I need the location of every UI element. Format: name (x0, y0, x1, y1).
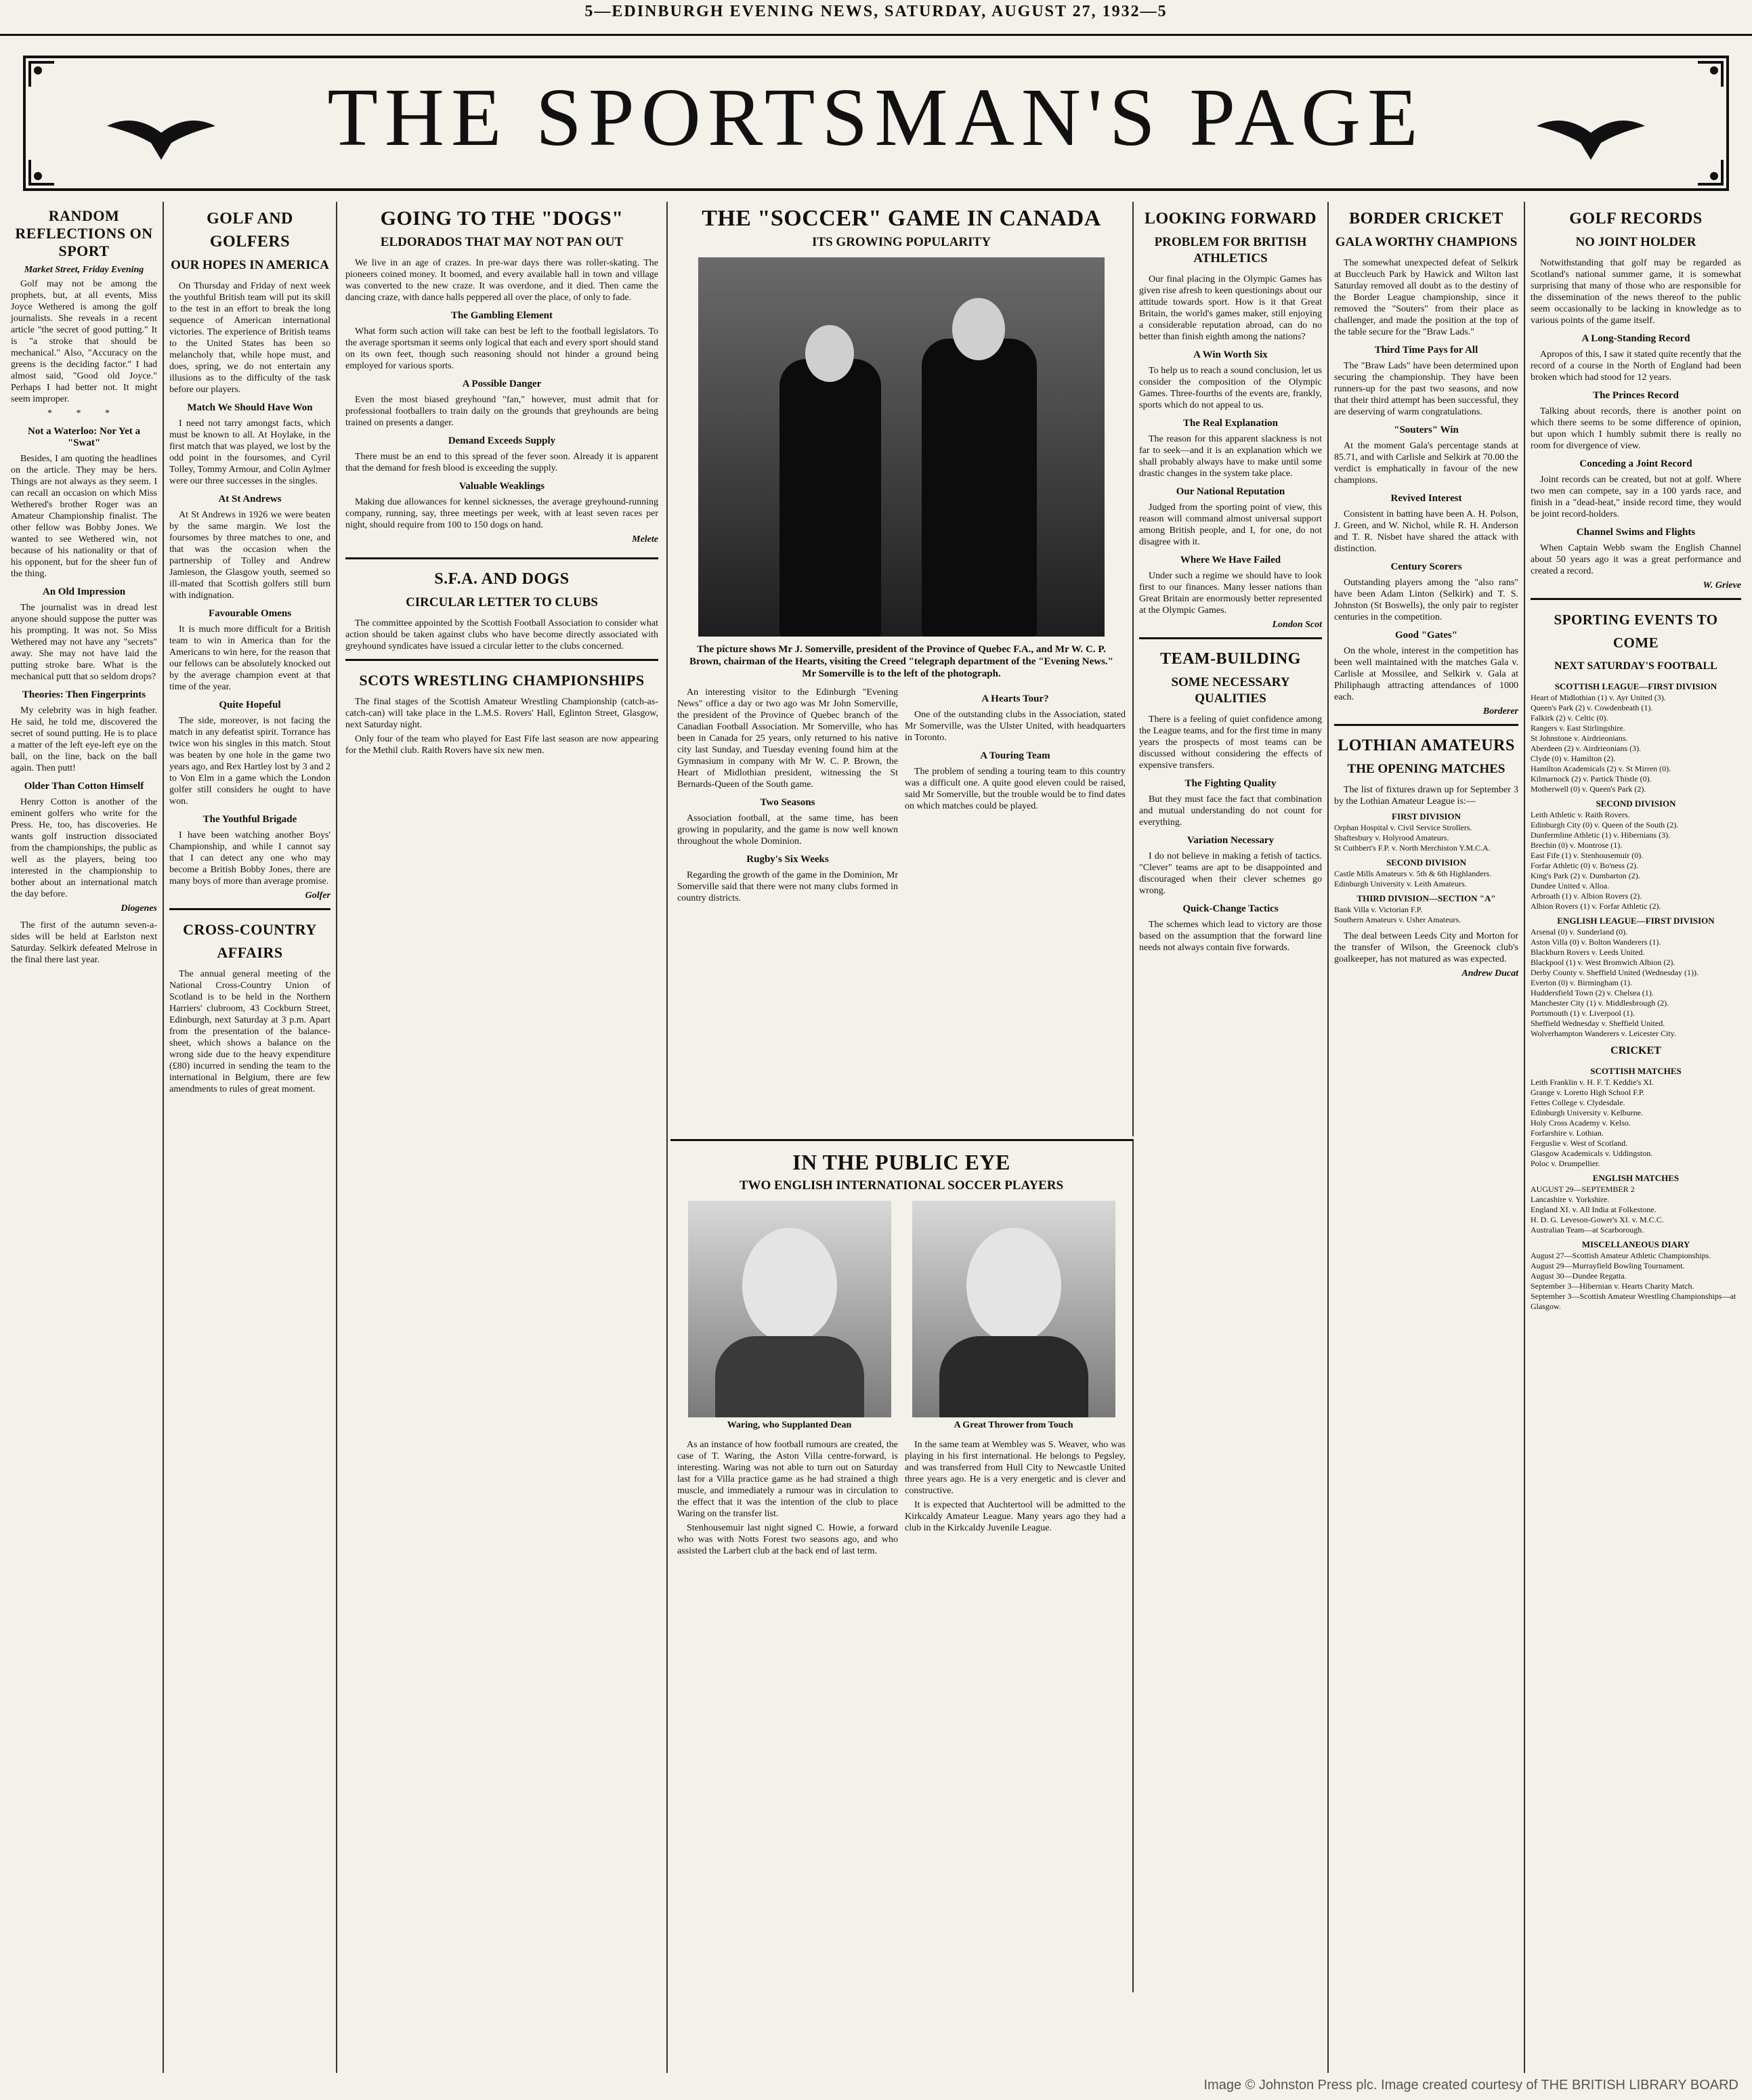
subheading: An Old Impression (42, 586, 126, 597)
subheading: The Gambling Element (450, 310, 553, 321)
league-heading: SECOND DIVISION (1596, 798, 1676, 809)
headline-looking-forward: LOOKING FORWARD (1144, 210, 1317, 228)
article-paragraph: Talking about records, there is another point on which there seems to be some difference of opinion, but upon which I humbly submit there is really no room for divergence of view. (1531, 406, 1741, 451)
fixture-row: East Fife (1) v. Stenhousemuir (0). (1531, 851, 1644, 860)
fixture-row: Orphan Hospital v. Civil Service Strollers. (1334, 823, 1472, 832)
article-paragraph: Only four of the team who played for East Fife last season are now appearing for the Methil club. Raith Rovers have six new men. (345, 734, 658, 756)
subheading: Not a Waterloo: Nor Yet a "Swat" (28, 426, 140, 448)
column-random-reflections (5, 202, 164, 2073)
article-paragraph: Outstanding players among the "also rans" have been Adam Linton (Selkirk) and T. S. Johnston (St Boswells), the only pair to register centuries in the competition. (1334, 578, 1518, 622)
subheading: Conceding a Joint Record (1579, 458, 1692, 469)
article-paragraph: Apropos of this, I saw it stated quite recently that the record of a course in the North of England had been broken which had stood for 12 years. (1531, 349, 1741, 383)
fixture-row: AUGUST 29—SEPTEMBER 2 (1531, 1184, 1635, 1194)
subheadline: PROBLEM FOR BRITISH ATHLETICS (1154, 235, 1307, 265)
headline-sfa-and-dogs: S.F.A. AND DOGS (434, 570, 570, 588)
fixture-row: Holy Cross Academy v. Kelso. (1531, 1118, 1631, 1128)
article-paragraph: There is a feeling of quiet confidence among the League teams, and for the first time in many years the prospects of most teams can be discussed without considering the effects of expensive transfers. (1139, 714, 1322, 771)
article-paragraph: Even the most biased greyhound "fan," however, must admit that for professional footballers to train daily on the grounds that greyhounds are being trained on presents a danger. (345, 395, 658, 428)
article-paragraph: An interesting visitor to the Edinburgh "Evening News" office a day or two ago was Mr John Somerville, the president of the Province of Quebec branch of the Canadian Football Association. Mr Somerville, who has been in Canada for 25 years, only returned to his native city last Sunday, and Tuesday evening found him at the Gymnasium in company with Mr W. C. P. Brown, the Heart of Midlothian president, witnessing the St Bernards-Queen of the South game. (677, 687, 898, 790)
fixture-row: Brechin (0) v. Montrose (1). (1531, 840, 1623, 850)
fixture-row: Ferguslie v. West of Scotland. (1531, 1138, 1628, 1148)
article-paragraph: The deal between Leeds City and Morton for the transfer of Wilson, the Greenock club's goalkeeper, has not matured as was expected. (1334, 931, 1518, 964)
fixture-row: England XI. v. All India at Folkestone. (1531, 1205, 1657, 1214)
headline-golf-records: GOLF RECORDS (1569, 210, 1703, 228)
article-paragraph: Stenhousemuir last night signed C. Howie, a forward who was with Notts Forest two seasons ago, and who assisted the Larbert club at the back end of last term. (677, 1523, 898, 1556)
subheading: The Youthful Brigade (202, 814, 297, 825)
subheading: Where We Have Failed (1180, 555, 1281, 565)
byline: Golfer (305, 891, 330, 901)
article-paragraph: To help us to reach a sound conclusion, let us consider the composition of the Olympic Games. Three-fourths of the events are, frankly, sports which do not appeal to us. (1139, 366, 1322, 410)
article-paragraph: On the whole, interest in the competition has been well maintained with the matches Gala v. Carlisle at Mossilee, and Selkirk v. Gala at Philiphaugh attracting attendances of 1000 each. (1334, 646, 1518, 702)
headline-public-eye: IN THE PUBLIC EYE (792, 1150, 1010, 1174)
article-paragraph: The somewhat unexpected defeat of Selkirk at Buccleuch Park by Hawick and Wilton last Saturday removed all doubt as to the destiny of the Border League championship, since it removed the "Souters" from their place as challenger, and made the position at the top of the table secure for the "Braw Lads." (1334, 258, 1518, 337)
fixture-row: Australian Team—at Scarborough. (1531, 1225, 1644, 1235)
subheading: "Souters" Win (1394, 425, 1459, 435)
subheadline: GALA WORTHY CHAMPIONS (1335, 235, 1518, 249)
article-paragraph: We live in an age of crazes. In pre-war days there was roller-skating. The pioneers coined money. It boomed, and every available hall in town and village was converted to the new craze. It was overdone, and it died. Then came the dancing craze, with dance halls peppered all over the place, of only to fade. (345, 258, 658, 303)
subheading: The Fighting Quality (1184, 778, 1277, 789)
fixture-row: Heart of Midlothian (1) v. Ayr United (3). (1531, 693, 1666, 702)
subheading: Match We Should Have Won (187, 402, 313, 413)
headline-team-building: TEAM-BUILDING (1160, 650, 1301, 668)
column-golf-records (1525, 202, 1747, 2073)
subheading: Two Seasons (760, 797, 815, 808)
headline-golf-and-golfers: GOLF AND GOLFERS (207, 210, 293, 251)
fixture-row: Wolverhampton Wanderers v. Leicester City. (1531, 1029, 1676, 1038)
subheading: Quick-Change Tactics (1182, 903, 1279, 914)
fixture-row: Castle Mills Amateurs v. 5th & 6th Highlanders. (1334, 869, 1492, 878)
subheading: Our National Reputation (1176, 486, 1285, 497)
league-fixtures (1531, 681, 1741, 1039)
subheadline: TWO ENGLISH INTERNATIONAL SOCCER PLAYERS (739, 1178, 1064, 1193)
article-paragraph: One of the outstanding clubs in the Association, stated Mr Somerville, was the Ulster United, with headquarters in Toronto. (905, 710, 1126, 743)
fixture-row: Blackburn Rovers v. Leeds United. (1531, 947, 1645, 957)
fixture-row: Clyde (0) v. Hamilton (2). (1531, 754, 1616, 763)
subheading: Variation Necessary (1187, 835, 1275, 846)
fixture-row: Arsenal (0) v. Sunderland (0). (1531, 927, 1628, 937)
subheading: A Hearts Tour? (981, 693, 1049, 704)
subheadline: CIRCULAR LETTER TO CLUBS (406, 595, 598, 609)
subheading: Rugby's Six Weeks (746, 854, 829, 865)
byline: W. Grieve (1703, 580, 1741, 591)
fixture-row: Bank Villa v. Victorian F.P. (1334, 905, 1423, 914)
image-credit: Image © Johnston Press plc. Image created courtesy of THE BRITISH LIBRARY BOARD (1203, 2078, 1738, 2093)
article-paragraph: I have been watching another Boys' Championship, and while I cannot say that I can detect any one who may become a British Bobby Jones, there are many boys of more than average promise. (169, 830, 330, 886)
article-paragraph: The annual general meeting of the National Cross-Country Union of Scotland is to be held in the Northern Harriers' clubroom, 43 Cockburn Street, Edinburgh, next Saturday at 3 p.m. Apart from the presentation of the balance-sheet, which shows a balance on the wrong side due to the heavy expenditure (£80) incurred in sending the team to the international in Belgium, there are few amendments to rules of great moment. (169, 969, 330, 1094)
fixture-row: Blackpool (1) v. West Bromwich Albion (2). (1531, 958, 1675, 967)
article-paragraph: Joint records can be created, but not at golf. Where two men can compete, say in a 100 yards race, and finish in a "dead-heat," inside record time, they would be joint record-holders. (1531, 475, 1741, 519)
fixture-row: St Johnstone v. Airdrieonians. (1531, 733, 1628, 743)
article-paragraph: As an instance of how football rumours are created, the case of T. Waring, the Aston Villa centre-forward, is interesting. Waring was not able to turn out on Saturday last for a Villa practice game as he had strained a thigh muscle, and immediately a rumour was in circulation to the effect that it was the intention of the club to place Waring on the transfer list. (677, 1440, 898, 1519)
article-paragraph: The reason for this apparent slackness is not far to seek—and it is an explanation which we shall probably always have to make until some drastic changes in the system take place. (1139, 434, 1322, 479)
byline: Borderer (1482, 706, 1518, 716)
subheading: A Long-Standing Record (1581, 333, 1690, 344)
fixture-row: Fettes College v. Clydesdale. (1531, 1098, 1625, 1107)
article-paragraph: Golf may not be among the prophets, but, at all events, Miss Joyce Wethered is among the golf journalists. She reveals in a recent article "the secret of good putting." It is "a stroke that should be mechanical." Also, "Accuracy on the greens is the deciding factor." I had almost said, "Good old Joyce." Perhaps I had better not. It might seem improper. (11, 279, 157, 404)
headline-lothian-amateurs: LOTHIAN AMATEURS (1338, 737, 1515, 754)
article-paragraph: Consistent in batting have been A. H. Polson, J. Green, and W. Nichol, while R. H. Anderson and T. R. Nisbet have shared the attack with distinction. (1334, 509, 1518, 554)
subheading: Century Scorers (1390, 561, 1462, 572)
divider: * * * (47, 408, 121, 419)
fixture-row: Albion Rovers (1) v. Forfar Athletic (2). (1531, 901, 1661, 911)
fixture-row: Forfar Athletic (0) v. Bo'ness (2). (1531, 861, 1639, 870)
article-paragraph: At St Andrews in 1926 we were beaten by the same margin. We lost the foursomes by three matches to one, and that was the occasion when the partnership of Tolley and Andrew Jamieson, the Glasgow youth, seemed so ill-mated that Scottish golfers still burn with indignation. (169, 510, 330, 601)
fixture-row: Queen's Park (2) v. Cowdenbeath (1). (1531, 703, 1653, 712)
article-paragraph: The problem of sending a touring team to this country was a difficult one. A quite good eleven could be raised, said Mr Somerville, but the trouble would be to find dates on which matches could be played. (905, 767, 1126, 811)
subheadline: NEXT SATURDAY'S FOOTBALL (1554, 660, 1717, 672)
fixture-row: Huddersfield Town (2) v. Chelsea (1). (1531, 988, 1654, 998)
column-looking-forward (1134, 202, 1329, 2073)
article-paragraph: I need not tarry amongst facts, which must be known to all. At Hoylake, in the first match that was played, we lost by the odd point in the foursomes, and Cyril Tolley, Tommy Armour, and Colin Aylmer were our three successes in the singles. (169, 419, 330, 486)
fixture-row: Dunfermline Athletic (1) v. Hibernians (3). (1531, 830, 1671, 840)
fixture-row: Hamilton Academicals (2) v. St Mirren (0). (1531, 764, 1671, 773)
fixture-row: Edinburgh University v. Kelburne. (1531, 1108, 1643, 1117)
article-paragraph: I do not believe in making a fetish of tactics. "Clever" teams are apt to be disappointed and discouraged when their clever schemes go wrong. (1139, 851, 1322, 896)
headline-cricket: CRICKET (1610, 1045, 1661, 1056)
masthead: 5—EDINBURGH EVENING NEWS, SATURDAY, AUGUST 27, 1932—5 (584, 3, 1168, 20)
article-paragraph: Regarding the growth of the game in the Dominion, Mr Somerville said that there were not many clubs formed in country districts. (677, 870, 898, 903)
fixture-heading: SECOND DIVISION (1386, 857, 1467, 867)
fixture-row: Glasgow Academicals v. Uddingston. (1531, 1149, 1653, 1158)
headline-border-cricket: BORDER CRICKET (1349, 210, 1503, 228)
headline-scots-wrestling: SCOTS WRESTLING CHAMPIONSHIPS (359, 672, 645, 689)
article-paragraph: But they must face the fact that combination and mutual understanding do not count for everything. (1139, 794, 1322, 828)
subheading: A Possible Danger (462, 379, 542, 389)
article-paragraph: Besides, I am quoting the headlines on the article. They may be hers. Things are not always as they seem. I can recall an occasion on which Miss Wethered's brother Roger was an Amateur Championship finalist. The other fellow was Bobby Jones. We wanted to see Wethered win, not because of his nationality or that of his opponent, but for the sheer fun of the thing. (11, 454, 157, 579)
portrait-right (912, 1201, 1115, 1431)
headline-cross-country: CROSS-COUNTRY AFFAIRS (183, 921, 317, 961)
fixture-row: Arbroath (1) v. Albion Rovers (2). (1531, 891, 1642, 901)
article-paragraph: The journalist was in dread lest anyone should suppose the putter was his prompting. It was not. So Miss Wethered may not have any "secrets" away. She may not have laid the putting stroke bare. What is the mechanical putt that so seldom drops? (11, 603, 157, 682)
subheading: Older Than Cotton Himself (24, 781, 144, 792)
byline: London Scot (1272, 620, 1322, 630)
page-columns (5, 202, 1747, 2073)
fixture-row: Aberdeen (2) v. Airdrieonians (3). (1531, 744, 1642, 753)
fixture-row: Motherwell (0) v. Queen's Park (2). (1531, 784, 1646, 794)
fixture-row: Edinburgh City (0) v. Queen of the South (2). (1531, 820, 1679, 830)
subheadline: THE OPENING MATCHES (1347, 762, 1505, 776)
article-paragraph: There must be an end to this spread of the fever soon. Already it is apparent that the demand for fresh blood is exceeding the supply. (345, 452, 658, 473)
article-paragraph: Our final placing in the Olympic Games has given rise afresh to keen questionings about our attitude towards sport. How is it that Great Britain, the world's games maker, still enjoying a considerable reputation abroad, can do no better than finish eighth among the nations? (1139, 274, 1322, 342)
subheading: Channel Swims and Flights (1576, 527, 1696, 538)
fixture-row: Lancashire v. Yorkshire. (1531, 1195, 1610, 1204)
subheadline: ELDORADOS THAT MAY NOT PAN OUT (380, 235, 624, 249)
fixture-row: Derby County v. Sheffield United (Wednesday (1)). (1531, 968, 1698, 977)
article-paragraph: The list of fixtures drawn up for September 3 by the Lothian Amateur League is:— (1334, 785, 1518, 807)
subheading: A Win Worth Six (1193, 349, 1268, 360)
fixture-heading: FIRST DIVISION (1392, 811, 1461, 821)
fixture-row: H. D. G. Leveson-Gower's XI. v. M.C.C. (1531, 1215, 1664, 1224)
banner (23, 56, 1729, 191)
photo-caption: The picture shows Mr J. Somerville, president of the Province of Quebec F.A., and Mr W. C. P. Brown, chairman of the Hearts, visiting the Creed "telegraph department of the "Evening News." Mr Somerville is to the left of the photograph. (689, 644, 1114, 679)
fixture-row: Leith Franklin v. H. F. T. Keddie's XI. (1531, 1077, 1654, 1087)
fixture-row: Edinburgh University v. Leith Amateurs. (1334, 879, 1467, 888)
fixture-row: King's Park (2) v. Dumbarton (2). (1531, 871, 1640, 880)
fixture-row: Shaftesbury v. Holyrood Amateurs. (1334, 833, 1449, 842)
headline-soccer-canada: THE "SOCCER" GAME IN CANADA (702, 206, 1101, 231)
article-paragraph: Judged from the sporting point of view, this reason will command almost universal support among British people, and I, for one, do not disagree with it. (1139, 502, 1322, 547)
byline: Diogenes (121, 903, 157, 914)
portrait-caption: A Great Thrower from Touch (954, 1420, 1073, 1430)
fixture-row: Leith Athletic v. Raith Rovers. (1531, 810, 1630, 819)
fixture-heading: MISCELLANEOUS DIARY (1581, 1239, 1690, 1249)
fixture-row: Sheffield Wednesday v. Sheffield United. (1531, 1019, 1665, 1028)
article-paragraph: Association football, at the same time, has been growing in popularity, and the game is now well known throughout the whole Dominion. (677, 813, 898, 847)
article-paragraph: At the moment Gala's percentage stands at 85.71, and with Carlisle and Selkirk at 70.00 the verdict is emphatically in favour of the new champions. (1334, 441, 1518, 486)
fixture-row: September 3—Hibernian v. Hearts Charity Match. (1531, 1281, 1694, 1291)
subheading: Revived Interest (1390, 493, 1462, 504)
fixture-row: Rangers v. East Stirlingshire. (1531, 723, 1625, 733)
fixture-row: Manchester City (1) v. Middlesbrough (2). (1531, 998, 1669, 1008)
feature-soccer-in-canada (670, 202, 1134, 1136)
subheadline: NO JOINT HOLDER (1575, 235, 1696, 249)
subheading: Favourable Omens (208, 608, 292, 619)
feature-public-eye (670, 1139, 1134, 1992)
article-paragraph: It is expected that Auchtertool will be admitted to the Kirkcaldy Amateur League. Many years ago they had a club in the Kirkcaldy Juvenile League. (905, 1500, 1126, 1533)
masthead-rule (0, 34, 1752, 36)
subheading: The Princes Record (1593, 390, 1679, 401)
subheading: Good "Gates" (1394, 630, 1458, 641)
subheading: Quite Hopeful (219, 700, 281, 710)
subheading: Valuable Weaklings (458, 481, 545, 492)
fixture-heading: SCOTTISH MATCHES (1590, 1066, 1682, 1076)
fixture-row: Falkirk (2) v. Celtic (0). (1531, 713, 1608, 723)
headline-random-reflections: RANDOM REFLECTIONS ON SPORT (15, 207, 153, 259)
article-paragraph: It is much more difficult for a British team to win in America than for the Americans to win here, for the reason that our fellows can be absolutely knocked out by the average champion event at that time of the year. (169, 624, 330, 692)
article-paragraph: What form such action will take can best be left to the football legislators. To the average sportsman it seems only logical that each and every sport should stand on its own feet, though such reasoning should not hinder a ground being employed for various sports. (345, 326, 658, 371)
article-paragraph: The side, moreover, is not facing the match in any defeatist spirit. Torrance has twice won his singles in this match. Stout was beaten by one hole in the game two years ago, and Rex Hartley lost by 3 and 2 to Von Elm in a game which the London golfer still considers he ought to have won. (169, 716, 330, 807)
subheading: A Touring Team (980, 750, 1050, 761)
article-paragraph: The first of the autumn seven-a-sides will be held at Earlston next Saturday. Selkirk defeated Melrose in the final there last year. (11, 920, 157, 965)
photograph-visitors (698, 257, 1105, 637)
article-paragraph: When Captain Webb swam the English Channel about 50 years ago it was a great performance and created a record. (1531, 543, 1741, 576)
subheading: The Real Explanation (1182, 418, 1279, 429)
portrait-caption: Waring, who Supplanted Dean (727, 1420, 852, 1430)
fixture-row: September 3—Scottish Amateur Wrestling Championships—at Glasgow. (1531, 1291, 1736, 1311)
fixture-row: St Cuthbert's F.P. v. North Merchiston Y.M.C.A. (1334, 843, 1491, 853)
subheadline: SOME NECESSARY QUALITIES (1171, 675, 1290, 706)
article-paragraph: In the same team at Wembley was S. Weaver, who was playing in his first international. He belongs to Pegsley, and was transferred from Hull City to Newcastle United three years ago. He is a very energetic and is clever and constructive. (905, 1440, 1126, 1496)
fixture-row: Everton (0) v. Birmingham (1). (1531, 978, 1632, 987)
dateline: Market Street, Friday Evening (24, 265, 144, 275)
article-paragraph: The schemes which lead to victory are those based on the assumption that the forward line needs not always contain five forwards. (1139, 920, 1322, 953)
article-paragraph: The "Braw Lads" have been determined upon securing the championship. They have been runners-up for the past two seasons, and now that their third attempt has been successful, they are deserving of warm congratulations. (1334, 361, 1518, 417)
subheadline: ITS GROWING POPULARITY (812, 235, 991, 249)
subheading: Third Time Pays for All (1374, 345, 1478, 356)
league-heading: ENGLISH LEAGUE—FIRST DIVISION (1557, 916, 1715, 926)
eagle-icon (1537, 112, 1645, 160)
article-paragraph: The final stages of the Scottish Amateur Wrestling Championship (catch-as-catch-can) will take place in the L.M.S. Rovers' Hall, Eglinton Street, Glasgow, next Saturday night. (345, 697, 658, 730)
byline: Melete (632, 534, 658, 544)
article-paragraph: Henry Cotton is another of the eminent golfers who write for the Press. He, too, has discoveries. He wants golf instruction dissociated from the championships, the public as well as the players, being too interested in the championship to bother about an international match the day before. (11, 797, 157, 899)
article-paragraph: Notwithstanding that golf may be regarded as Scotland's national summer game, it is somewhat surprising that many of those who are responsible for the dissemination of the news thereof to the public seem occasionally to be lacking in knowledge as to various points of the game itself. (1531, 258, 1741, 326)
subheading: Theories: Then Fingerprints (22, 689, 146, 700)
fixture-heading: ENGLISH MATCHES (1592, 1173, 1680, 1183)
fixture-row: Portsmouth (1) v. Liverpool (1). (1531, 1008, 1635, 1018)
fixture-row: August 27—Scottish Amateur Athletic Championships. (1531, 1251, 1711, 1260)
fixture-row: Dundee United v. Alloa. (1531, 881, 1610, 891)
fixture-row: Aston Villa (0) v. Bolton Wanderers (1). (1531, 937, 1661, 947)
column-going-to-the-dogs (337, 202, 668, 2073)
column-border-cricket (1329, 202, 1525, 2073)
column-golf-and-golfers (164, 202, 337, 2073)
article-paragraph: Making due allowances for kennel sicknesses, the average greyhound-running company, running, say, three meetings per week, with at least seven races per night, should require from 100 to 150 dogs on hand. (345, 497, 658, 530)
subheadline: OUR HOPES IN AMERICA (171, 258, 329, 272)
fixture-row: Grange v. Loretto High School F.P. (1531, 1088, 1645, 1097)
fixture-row: Kilmarnock (2) v. Partick Thistle (0). (1531, 774, 1652, 784)
subheading: Demand Exceeds Supply (448, 435, 556, 446)
subheading: At St Andrews (218, 494, 282, 505)
headline-sporting-events: SPORTING EVENTS TO COME (1554, 612, 1718, 651)
portrait-left (688, 1201, 891, 1431)
league-heading: SCOTTISH LEAGUE—FIRST DIVISION (1554, 681, 1717, 691)
page-title: THE SPORTSMAN'S PAGE (327, 72, 1425, 163)
fixture-row: Southern Amateurs v. Usher Amateurs. (1334, 915, 1461, 924)
fixture-heading: THIRD DIVISION—SECTION "A" (1356, 893, 1496, 903)
headline-going-to-the-dogs: GOING TO THE "DOGS" (380, 207, 624, 230)
fixture-row: August 30—Dundee Regatta. (1531, 1271, 1627, 1281)
fixture-row: Forfarshire v. Lothian. (1531, 1128, 1604, 1138)
fixture-row: August 29—Murrayfield Bowling Tournament. (1531, 1261, 1685, 1270)
article-paragraph: My celebrity was in high feather. He said, he told me, discovered the secret of sound putting. He is to place a matter of the left eye-left eye on the ball, on the line, back on the ball again. Then putt! (11, 706, 157, 773)
article-paragraph: On Thursday and Friday of next week the youthful British team will put its skill to the test in an effort to break the long sequence of American international victories. The experience of British teams to the United States has been so melancholy that, while hope must, and does, spring, we do not entertain any illusions as to the difficulty of the task before our players. (169, 281, 330, 395)
byline: Andrew Ducat (1461, 968, 1518, 979)
article-paragraph: Under such a regime we should have to look first to our finances. Many lesser nations than Great Britain are enormously better represented at the Olympic Games. (1139, 571, 1322, 616)
fixture-row: Poloc v. Drumpellier. (1531, 1159, 1600, 1168)
article-paragraph: The committee appointed by the Scottish Football Association to consider what action should be taken against clubs who have become directly associated with greyhound syndicates have issued a circular letter to the clubs concerned. (345, 618, 658, 651)
